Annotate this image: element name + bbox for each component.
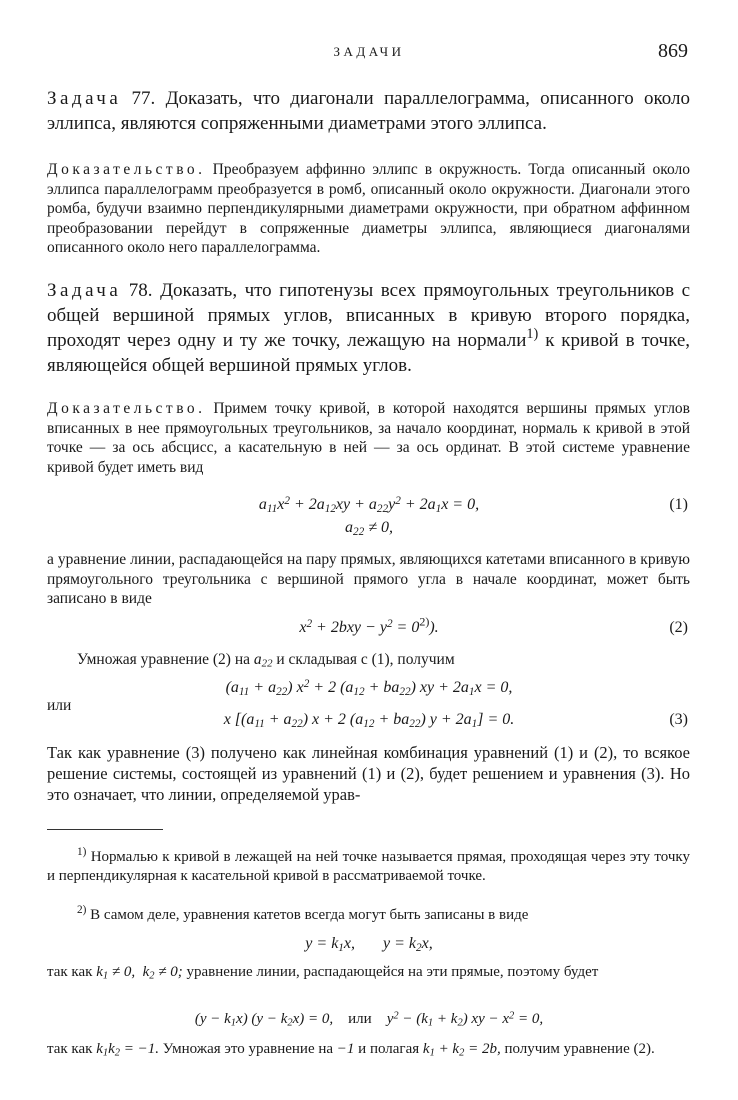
footnote-2-text: В самом деле, уравнения катетов всегда могут быть записаны в виде: [90, 907, 529, 923]
proof-text: Преобразуем аффинно эллипс в окружность. Тогда описанный около эллипса параллелограмм преобразуется в ромб, описанный около окружности. Диагонали этого ромба, будучи взаимно перпендикулярными диаметрами окружности, при обратном аффинном преобразовании перейдут в сопряженные диаметры эллипса, являющиеся диагоналями описанного около него параллелограмма.: [47, 161, 691, 256]
proof-77: [47, 160, 690, 258]
footnote-2-final: так как $k_1k_2 = -1$. Умножая это уравнение на −1 и полагая $k_1 + k_2 = 2b$, получим уравнение (2).: [47, 1041, 655, 1059]
equation-3-number: (3): [669, 711, 688, 728]
task-text: Доказать, что диагонали параллелограмма, описанного около эллипса, являются сопряженными диаметрами этого эллипса.: [47, 88, 690, 134]
running-header: ЗАДАЧИ: [333, 44, 405, 59]
page-number: 869: [658, 40, 688, 62]
task-label: Задача: [47, 280, 122, 301]
task-text-b: к кривой в точке, являющейся общей вершиной прямых углов.: [47, 330, 691, 376]
proof-paragraph-1: Примем точку кривой, в которой находятся вершины прямых углов вписанных в нее прямоугольных треугольников, за начало координат, нормаль к кривой в этой точке — за ось абсцисс, а касательную в ней — за ось ординат. В этой системе уравнение кривой будет иметь вид: [47, 400, 691, 476]
footnote-1: [47, 845, 691, 886]
para3-a: Умножая уравнение (2) на: [77, 651, 251, 668]
footnote-ref-1: 1): [526, 326, 539, 343]
equation-1-condition: $a_{22} \ne 0$,: [345, 519, 393, 538]
task-78: [47, 278, 690, 378]
footnote-2-equations: $y = k_1x$, $y = k_2x$,: [305, 935, 433, 954]
footnote-1-mark: 1): [77, 845, 87, 858]
equation-1-number: (1): [669, 496, 688, 513]
footnote-2: [47, 903, 690, 925]
footnote-separator: [47, 829, 163, 830]
equation-1: $a_{11}x^2 + 2a_{12}xy + a_{22}y^2 + 2a_1x = 0$,: [258, 494, 480, 515]
proof-label: Доказательство.: [47, 161, 206, 178]
footnote-ref-2: 2): [419, 614, 430, 629]
equation-2: $x^2 + 2bxy - y^2 = 0^{2)}$).: [299, 614, 439, 636]
proof-78: [47, 399, 690, 477]
equation-3: x [$(a_{11} + a_{22}) x + 2$ $(a_{12} + ba_{22}) y + 2a_1] = 0$.: [223, 711, 515, 730]
proof-paragraph-2: а уравнение линии, распадающейся на пару прямых, являющихся катетами вписанного в кривую прямоугольного треугольника с вершиной прямого угла в начале координат, может быть записано в виде: [47, 551, 690, 607]
task-number: 77.: [131, 88, 156, 109]
proof-label: Доказательство.: [47, 400, 206, 417]
task-text-a: Доказать, что гипотенузы всех прямоугольных треугольников с общей вершиной прямых углов, вписанных в кривую второго порядка, проходят через одну и ту же точку, лежащую на нормали: [47, 280, 691, 351]
footnote-1-text: Нормалью к кривой в лежащей на ней точке называется прямая, проходящая через эту точку и перпендикулярная к касательной кривой в рассматриваемой точке.: [47, 849, 691, 884]
footnote-2-continuation: так как $k_1 \ne 0$, $k_2 \ne 0$; уравнение линии, распадающейся на эти прямые, поэтому будет: [47, 964, 599, 982]
task-number: 78.: [128, 280, 153, 301]
task-label: Задача: [47, 88, 122, 109]
para3-b: и складывая с (1), получим: [276, 651, 455, 668]
proof-paragraph-3: Умножая уравнение (2) на $a_{22}$ и складывая с (1), получим: [77, 651, 455, 670]
footnote-2-product: $(y - k_1x)$ $(y - k_2x) = 0$, или $y^2 - (k_1 + k_2)$ xy − $x^2 = 0$,: [194, 1010, 544, 1029]
equation-3a: $(a_{11} + a_{22}) x^2 + 2$ $(a_{12} + ba_{22})$ xy + $2a_1x = 0$,: [225, 677, 513, 698]
equation-2-number: (2): [669, 619, 688, 636]
proof-paragraph-4: Так как уравнение (3) получено как линейная комбинация уравнений (1) и (2), то всякое решение системы, состоящей из уравнений (1) и (2), будет решением и уравнения (3). Но это означает, что линии, определяемой урав-: [47, 743, 690, 804]
footnote-2-mark: 2): [77, 903, 87, 916]
footnote-2-or: или: [348, 1011, 372, 1027]
or-word: или: [47, 697, 72, 714]
task-77: [47, 86, 690, 136]
